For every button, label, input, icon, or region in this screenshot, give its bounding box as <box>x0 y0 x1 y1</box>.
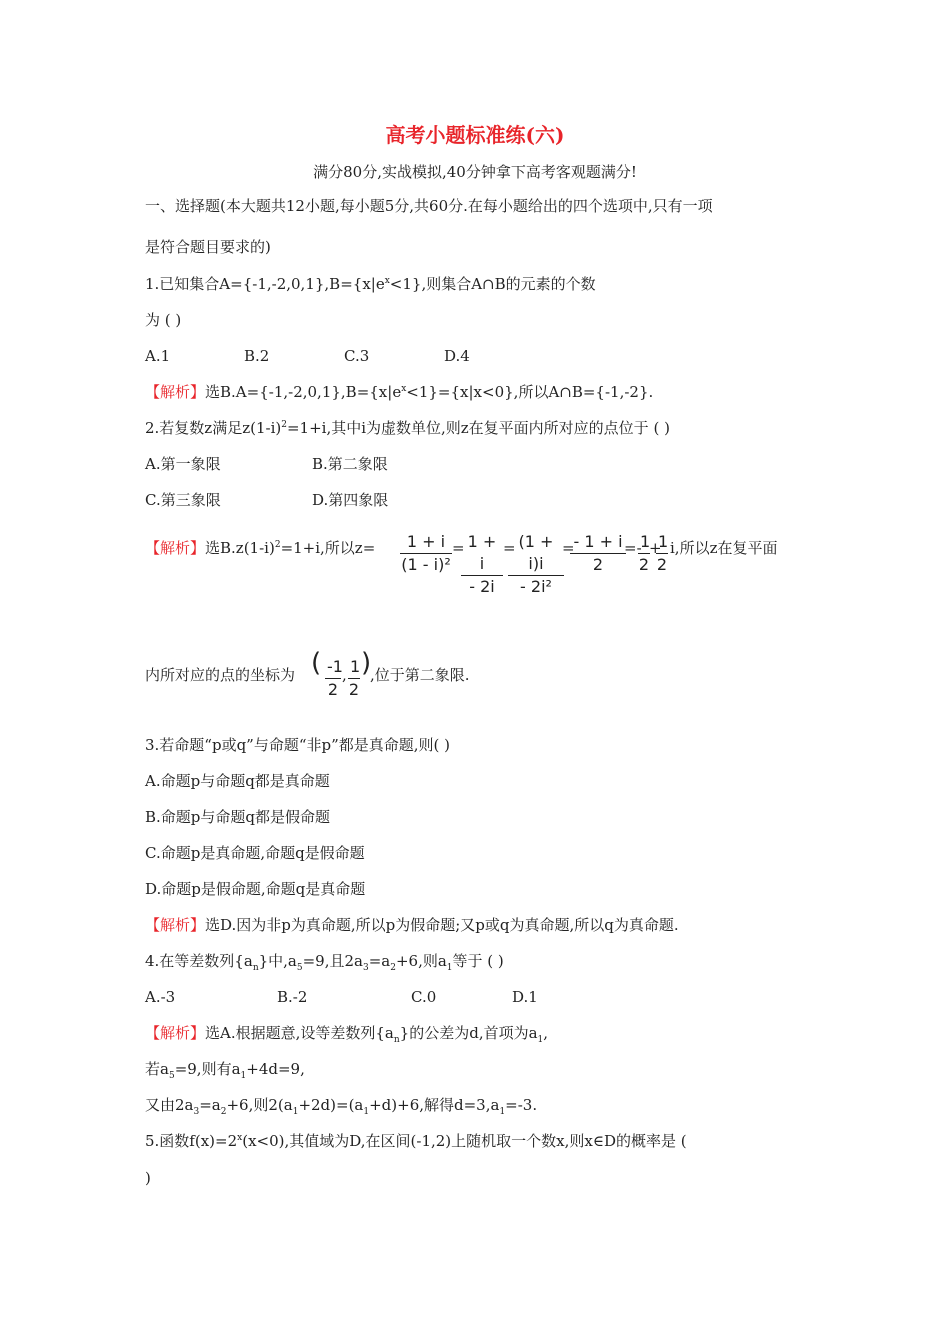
q2-analysis-start: 【解析】选$B.z(1-i)^2=1+i$,所以z= <box>145 539 376 557</box>
fraction-3: $\frac{(1 + i)i}{\text{- 2i²}}$ <box>508 531 564 598</box>
q2-option-c: C.第三象限 <box>145 491 221 509</box>
fraction-1: $\frac{1 + i}{\text{(1 - i)²}}$ <box>401 532 451 574</box>
fraction-6: $\frac{1}{2}$ <box>656 532 669 574</box>
equals-sign: = <box>503 539 516 557</box>
q3-option-b: B.命题p与命题q都是假命题 <box>145 808 330 826</box>
question-5-stem-cont: ) <box>145 1169 151 1187</box>
question-2-stem: 2.若复数z满足$z(1-i)^2=1+i$,其中i为虚数单位,则z在复平面内所对应的点位于 ( ) <box>145 419 670 437</box>
equals-sign: = <box>562 539 575 557</box>
q1-option-b: B.2 <box>244 347 270 365</box>
analysis-tag: 【解析】 <box>145 383 206 401</box>
q4-analysis-line3: 又由$2a_3=a_2+6$,则$2(a_1+2d)=(a_1+d)+6$,解得$d=3,a_1=-3$. <box>145 1096 538 1117</box>
q4-analysis-line1: 【解析】选A.根据题意,设等差数列$\{a_n\}$的公差为d,首项为$a_1$, <box>145 1024 549 1045</box>
q1-analysis: 【解析】选$B.A=\{-1,-2,0,1\},B=\{x|e^x<1\}=\{x|x<0\}$,所以A∩B={-1,-2}. <box>145 383 654 401</box>
q2-analysis-line2: 内所对应的点的坐标为 <box>145 666 296 684</box>
q4-analysis-line2: 若$a_5=9$,则有$a_1+4d=9$, <box>145 1060 305 1081</box>
section-heading-line1: 一、选择题(本大题共12小题,每小题5分,共60分.在每小题给出的四个选项中,只有一项 <box>145 197 713 215</box>
q2-analysis-end: i,所以z在复平面 <box>670 539 778 557</box>
coord-fraction-1: $\frac{-1}{2}$ <box>327 657 343 699</box>
question-1-stem: 1.已知集合$A=\{-1,-2,0,1\},B=\{x|e^x<1\}$,则集合A∩B的元素的个数 <box>145 275 596 293</box>
q1-option-d: D.4 <box>444 347 470 365</box>
question-5-stem: 5.函数$f(x)=2^x(x<0)$,其值域为D,在区间(-1,2)上随机取一个数x,则x∈D的概率是 ( <box>145 1132 687 1150</box>
left-paren: ( <box>311 648 322 678</box>
coord-comma: , <box>342 666 347 684</box>
q3-option-c: C.命题p是真命题,命题q是假命题 <box>145 844 365 862</box>
coord-fraction-2: $\frac{1}{2}$ <box>348 657 361 699</box>
equals-sign: = <box>452 539 465 557</box>
q2-option-a: A.第一象限 <box>145 455 221 473</box>
q4-option-d: D.1 <box>512 988 538 1006</box>
q1-option-a: A.1 <box>145 347 171 365</box>
q4-option-b: B.-2 <box>277 988 308 1006</box>
fraction-5: $\frac{1}{2}$ <box>638 532 651 574</box>
q4-option-c: C.0 <box>411 988 437 1006</box>
page-title: 高考小题标准练(六) <box>385 123 565 147</box>
q3-option-a: A.命题p与命题q都是真命题 <box>145 772 330 790</box>
analysis-tag: 【解析】 <box>145 1024 206 1042</box>
q2-option-b: B.第二象限 <box>312 455 388 473</box>
q1-option-c: C.3 <box>344 347 370 365</box>
subtitle: 满分80分,实战模拟,40分钟拿下高考客观题满分! <box>313 163 637 181</box>
analysis-tag: 【解析】 <box>145 539 206 557</box>
question-3-stem: 3.若命题“p或q”与命题“非p”都是真命题,则( ) <box>145 736 451 754</box>
right-paren: ) <box>361 648 372 678</box>
question-1-stem-cont: 为 ( ) <box>145 311 182 329</box>
equals-minus: =- <box>624 539 642 557</box>
q3-analysis: 【解析】选D.因为非p为真命题,所以p为假命题;又p或q为真命题,所以q为真命题. <box>145 916 679 934</box>
analysis-tag: 【解析】 <box>145 916 206 934</box>
q4-option-a: A.-3 <box>145 988 176 1006</box>
q2-option-d: D.第四象限 <box>312 491 389 509</box>
section-heading-line2: 是符合题目要求的) <box>145 238 271 256</box>
q2-analysis-line2-end: ,位于第二象限. <box>370 666 470 684</box>
plus-sign: + <box>649 539 662 557</box>
q3-option-d: D.命题p是假命题,命题q是真命题 <box>145 880 366 898</box>
fraction-4: $\frac{- 1 + i}{2}$ <box>570 531 626 576</box>
question-4-stem: 4.在等差数列$\{a_n\}$中$,a_5=9$,且$2a_3=a_2+6$,则$a_1$等于 ( ) <box>145 952 504 973</box>
fraction-2: $\frac{1 + i}{- 2i}$ <box>461 531 503 598</box>
